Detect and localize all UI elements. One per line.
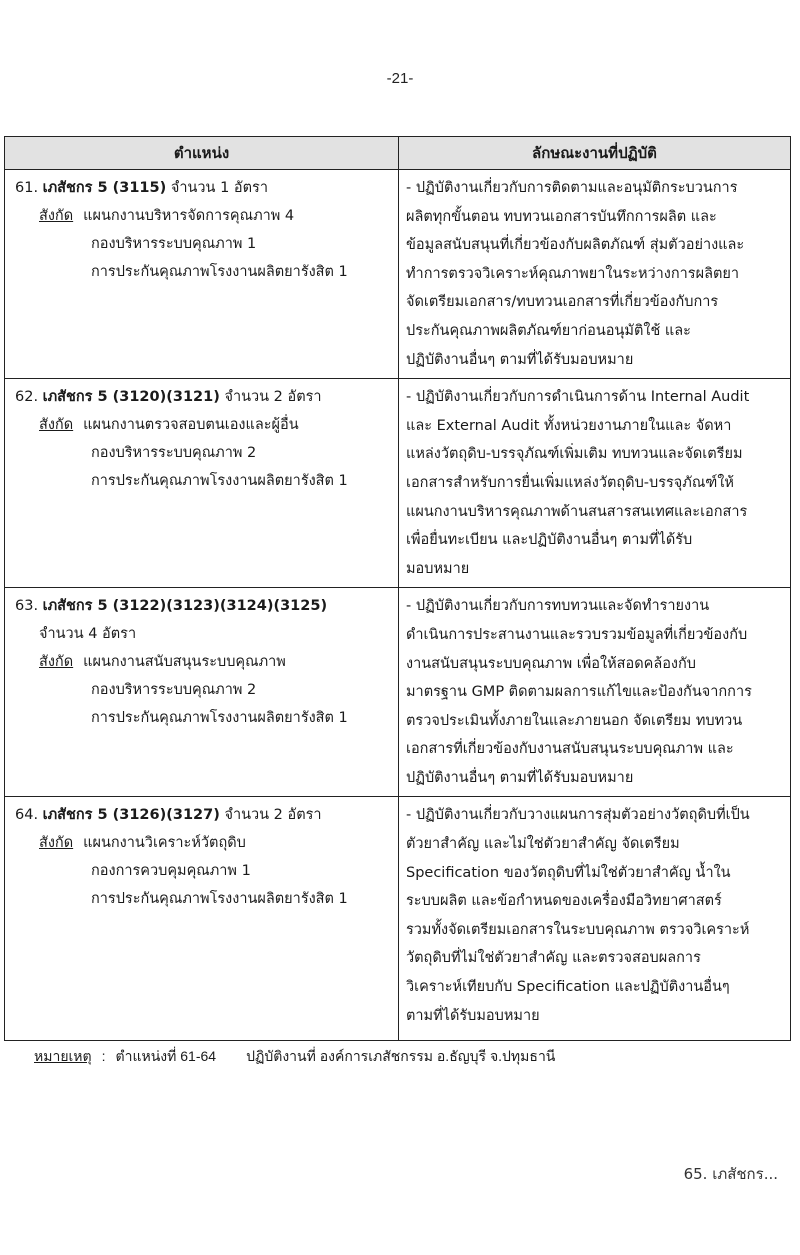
duty-line: ตรวจประเมินทั้งภายในและภายนอก จัดเตรียม ทบทวน — [406, 712, 743, 729]
duty-line: ผลิตทุกขั้นตอน ทบทวนเอกสารบันทึกการผลิต และ — [406, 208, 717, 225]
duty-line: รวมทั้งจัดเตรียมเอกสารในระบบคุณภาพ ตรวจวิเคราะห์ — [406, 921, 750, 938]
duty-line: ข้อมูลสนับสนุนที่เกี่ยวข้องกับผลิตภัณฑ์ สุ่มตัวอย่างและ — [406, 237, 745, 254]
affiliation-division: กองบริหารระบบคุณภาพ 2 — [91, 682, 257, 699]
position-title: เภสัชกร 5 (3122)(3123)(3124)(3125) — [42, 598, 328, 615]
position-cell — [5, 588, 399, 797]
affiliation-division: กองบริหารระบบคุณภาพ 1 — [91, 236, 257, 252]
affiliation-division: กองบริหารระบบคุณภาพ 2 — [91, 445, 257, 462]
duty-line: เอกสารที่เกี่ยวข้องกับงานสนับสนุนระบบคุณภาพ และ — [406, 741, 734, 758]
duties-cell — [399, 588, 791, 797]
duties-cell — [399, 170, 791, 379]
duty-line: มาตรฐาน GMP ติดตามผลการแก้ไขและป้องกันจากการ — [406, 684, 752, 701]
duty-line: ดำเนินการประสานงานและรวบรวมข้อมูลที่เกี่ยวข้องกับ — [406, 626, 748, 643]
table-header-row — [5, 137, 791, 170]
affiliation-department: แผนกงานตรวจสอบตนเองและผู้อื่น — [83, 417, 299, 434]
duty-line: จัดเตรียมเอกสาร/ทบทวนเอกสารที่เกี่ยวข้องกับการ — [406, 294, 719, 311]
position-heading — [15, 801, 392, 829]
table-row — [5, 797, 791, 1041]
duty-line: และ External Audit ทั้งหน่วยงานภายในและ จัดหา — [406, 417, 732, 434]
affiliation-line — [15, 202, 392, 230]
position-number: 64. — [15, 807, 39, 824]
footnote — [34, 1046, 555, 1068]
continuation-marker: 65. เภสัชกร... — [683, 1165, 778, 1183]
table-row — [5, 170, 791, 379]
footnote-separator: : — [101, 1048, 106, 1064]
duties-cell — [399, 797, 791, 1041]
page-number: -21- — [386, 70, 414, 87]
positions-table — [4, 136, 791, 1041]
table-row — [5, 588, 791, 797]
affiliation-department: แผนกงานบริหารจัดการคุณภาพ 4 — [83, 208, 295, 224]
position-cell — [5, 797, 399, 1041]
affiliation-label: สังกัด — [39, 654, 74, 671]
duty-line: วิเคราะห์เทียบกับ Specification และปฏิบัติงานอื่นๆ — [406, 979, 730, 996]
duty-line: - ปฏิบัติงานเกี่ยวกับการดำเนินการด้าน Internal Audit — [406, 389, 750, 406]
duty-line: - ปฏิบัติงานเกี่ยวกับการทบทวนและจัดทำรายงาน — [406, 598, 710, 615]
affiliation-division: กองการควบคุมคุณภาพ 1 — [91, 863, 251, 880]
affiliation-line — [15, 648, 392, 676]
position-heading — [15, 592, 392, 620]
duty-line: ระบบผลิต และข้อกำหนดของเครื่องมือวิทยาศาสตร์ — [406, 893, 722, 910]
affiliation-unit: การประกันคุณภาพโรงงานผลิตยารังสิต 1 — [91, 710, 348, 727]
affiliation-unit: การประกันคุณภาพโรงงานผลิตยารังสิต 1 — [91, 473, 348, 490]
position-cell — [5, 379, 399, 588]
duty-line: - ปฏิบัติงานเกี่ยวกับการติดตามและอนุมัติกระบวนการ — [406, 180, 738, 196]
position-title: เภสัชกร 5 (3115) — [42, 180, 167, 196]
duty-line: เอกสารสำหรับการยื่นเพิ่มแหล่งวัตถุดิบ-บรรจุภัณฑ์ให้ — [406, 474, 734, 491]
duty-line: งานสนับสนุนระบบคุณภาพ เพื่อให้สอดคล้องกับ — [406, 655, 696, 672]
affiliation-unit: การประกันคุณภาพโรงงานผลิตยารังสิต 1 — [91, 264, 348, 280]
duty-line: ตามที่ได้รับมอบหมาย — [406, 1007, 540, 1024]
position-number: 62. — [15, 389, 39, 406]
position-count: จำนวน 1 อัตรา — [170, 180, 268, 196]
affiliation-line — [15, 829, 392, 857]
duty-line: ปฏิบัติงานอื่นๆ ตามที่ได้รับมอบหมาย — [406, 351, 634, 368]
duty-line: เพื่อยื่นทะเบียน และปฏิบัติงานอื่นๆ ตามที่ได้รับ — [406, 532, 693, 549]
affiliation-department: แผนกงานสนับสนุนระบบคุณภาพ — [83, 654, 286, 671]
position-heading — [15, 383, 392, 411]
position-title: เภสัชกร 5 (3120)(3121) — [42, 389, 220, 406]
position-count: จำนวน 2 อัตรา — [224, 389, 322, 406]
duty-line: แหล่งวัตถุดิบ-บรรจุภัณฑ์เพิ่มเติม ทบทวนและจัดเตรียม — [406, 446, 743, 463]
affiliation-label: สังกัด — [39, 208, 74, 224]
position-number: 63. — [15, 598, 39, 615]
affiliation-label: สังกัด — [39, 417, 74, 434]
header-duties: ลักษณะงานที่ปฏิบัติ — [399, 137, 791, 170]
footnote-text: ปฏิบัติงานที่ องค์การเภสัชกรรม อ.ธัญบุรี จ.ปทุมธานี — [246, 1048, 556, 1064]
position-title: เภสัชกร 5 (3126)(3127) — [42, 807, 220, 824]
affiliation-label: สังกัด — [39, 835, 74, 852]
duty-line: ตัวยาสำคัญ และไม่ใช่ตัวยาสำคัญ จัดเตรียม — [406, 836, 680, 853]
footnote-range: ตำแหน่งที่ 61-64 — [115, 1048, 217, 1064]
affiliation-line — [15, 411, 392, 439]
position-count: จำนวน 2 อัตรา — [224, 807, 322, 824]
duty-line: วัตถุดิบที่ไม่ใช่ตัวยาสำคัญ และตรวจสอบผลการ — [406, 950, 701, 967]
footnote-label: หมายเหตุ — [34, 1048, 92, 1064]
position-cell — [5, 170, 399, 379]
duty-line: แผนกงานบริหารคุณภาพด้านสนสารสนเทศและเอกสาร — [406, 503, 748, 520]
duty-line: ทำการตรวจวิเคราะห์คุณภาพยาในระหว่างการผลิตยา — [406, 265, 740, 282]
affiliation-unit: การประกันคุณภาพโรงงานผลิตยารังสิต 1 — [91, 891, 348, 908]
duty-line: ปฏิบัติงานอื่นๆ ตามที่ได้รับมอบหมาย — [406, 769, 634, 786]
position-count: จำนวน 4 อัตรา — [39, 626, 137, 643]
duties-cell — [399, 379, 791, 588]
position-number: 61. — [15, 180, 39, 196]
affiliation-department: แผนกงานวิเคราะห์วัตถุดิบ — [83, 835, 246, 852]
duty-line: Specification ของวัตถุดิบที่ไม่ใช่ตัวยาสำคัญ น้ำใน — [406, 864, 731, 881]
duty-line: - ปฏิบัติงานเกี่ยวกับวางแผนการสุ่มตัวอย่างวัตถุดิบที่เป็น — [406, 807, 750, 824]
duty-line: มอบหมาย — [406, 560, 470, 577]
header-position: ตำแหน่ง — [5, 137, 399, 170]
duty-line: ประกันคุณภาพผลิตภัณฑ์ยาก่อนอนุมัติใช้ และ — [406, 322, 691, 339]
table-row — [5, 379, 791, 588]
position-heading — [15, 174, 392, 202]
